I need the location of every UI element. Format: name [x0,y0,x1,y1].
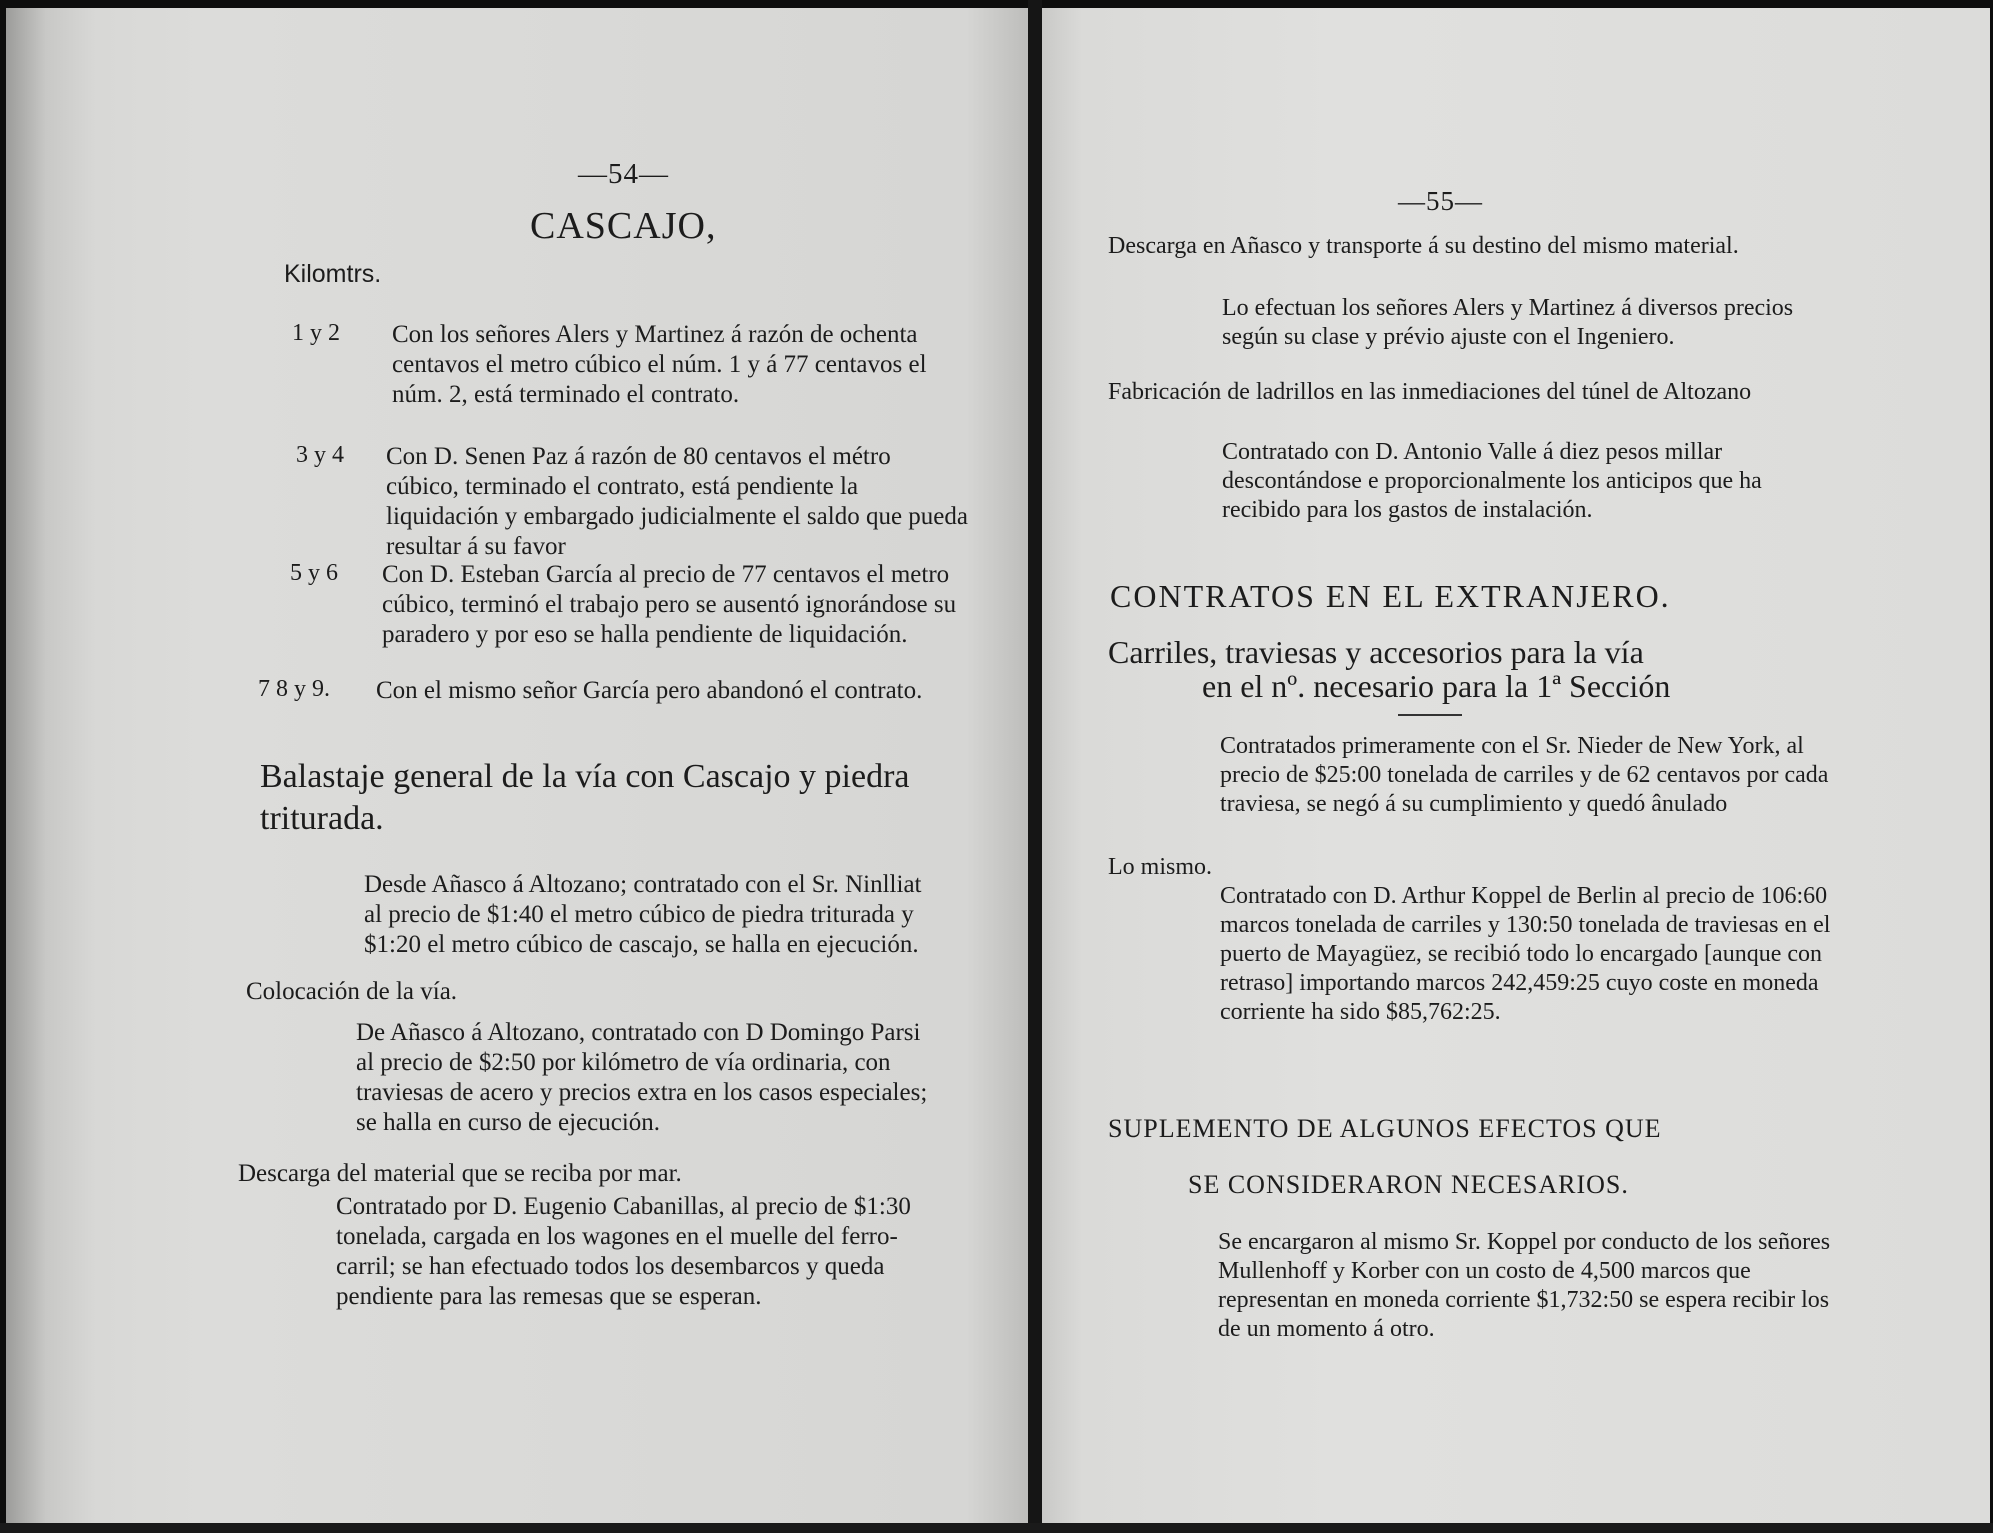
right-page [1042,8,1990,1523]
paragraph-desde: Desde Añasco á Altozano; contratado con el Sr. Ninlliat al precio de $1:40 el metro cúbico de piedra triturada y $1:20 el metro cúbico de cascajo, se halla en ejecución. [364,871,922,958]
lo-mismo-label: Lo mismo. [1108,854,1213,880]
descarga-label: Descarga del material que se reciba por mar. [238,1160,682,1187]
scan-border [0,1523,1993,1533]
paragraph-koppel: Contratado con D. Arthur Koppel de Berlin al precio de 106:60 marcos tonelada de carriles y 130:50 tonelada de traviesas en el puerto de Mayagüez, se recibió todo lo encargado [aunque con retraso] importando marcos 242,459:25 cuyo coste en moneda corriente ha sido $85,762:25. [1220,883,1831,1025]
entry-km: 3 y 4 [296,442,344,468]
colocacion-label: Colocación de la vía. [246,978,458,1005]
paragraph-colocacion: De Añasco á Altozano, contratado con D Domingo Parsi al precio de $2:50 por kilómetro de vía ordinaria, con traviesas de acero y precios extra en los casos especiales; se halla en curso de ejecución. [356,1019,928,1136]
paragraph-suplemento: Se encargaron al mismo Sr. Koppel por conducto de los señores Mullenhoff y Korber con un costo de 4,500 marcos que representan en moneda corriente $1,732:50 se espera recibir los de un momento á otro. [1218,1229,1831,1342]
entry-text: Con los señores Alers y Martinez á razón de ochenta centavos el metro cúbico el núm. 1 y á 77 centavos el núm. 2, está terminado el contrato. [392,321,927,408]
fabricacion-heading: Fabricación de ladrillos en las inmediaciones del túnel de Altozano [1108,379,1752,405]
paragraph-descarga: Contratado por D. Eugenio Cabanillas, al precio de $1:30 tonelada, cargada en los wagones en el muelle del ferro-carril; se han efectuado todos los desembarcos y queda pendiente para las remesas que se esperan. [336,1193,911,1310]
carriles-heading-line2: en el nº. necesario para la 1ª Sección [1202,668,1671,704]
column-header: Kilomtrs. [284,260,382,288]
contratos-heading: CONTRATOS EN EL EXTRANJERO. [1110,578,1671,614]
carriles-heading-line1: Carriles, traviesas y accesorios para la vía [1108,634,1644,670]
entry-text: Con el mismo señor García pero abandonó el contrato. [376,677,923,704]
section-heading: Balastaje general de la vía con Cascajo y piedra triturada. [260,758,910,837]
page-number: —54— [578,158,669,190]
entry-km: 1 y 2 [292,320,340,346]
paragraph-descarga: Lo efectuan los señores Alers y Martinez á diversos precios según su clase y prévio ajuste con el Ingeniero. [1222,295,1794,350]
left-page [6,8,1028,1523]
divider [1398,714,1462,716]
entry-text: Con D. Esteban García al precio de 77 centavos el metro cúbico, terminó el trabajo pero se ausentó ignorándose su paradero y por eso se halla pendiente de liquidación. [382,561,957,648]
page-number: —55— [1398,186,1483,216]
book-gutter [1028,0,1042,1533]
suplemento-heading: SUPLEMENTO DE ALGUNOS EFECTOS QUE [1108,1114,1662,1143]
entry-km: 5 y 6 [290,560,338,586]
entry-km: 7 8 y 9. [258,676,330,702]
entry-text: Con D. Senen Paz á razón de 80 centavos el métro cúbico, terminado el contrato, está pendiente la liquidación y embargado judicialmente el saldo que pueda resultar á su favor [386,443,968,560]
page-title: CASCAJO, [530,205,717,247]
paragraph-nieder: Contratados primeramente con el Sr. Nieder de New York, al precio de $25:00 tonelada de carriles y de 62 centavos por cada traviesa, se negó á su cumplimiento y quedó ânulado [1220,733,1829,817]
descarga-heading: Descarga en Añasco y transporte á su destino del mismo material. [1108,233,1739,259]
suplemento-heading-2: SE CONSIDERARON NECESARIOS. [1188,1170,1629,1199]
paragraph-fabricacion: Contratado con D. Antonio Valle á diez pesos millar descontándose e proporcionalmente los anticipos que ha recibido para los gastos de instalación. [1222,439,1762,523]
